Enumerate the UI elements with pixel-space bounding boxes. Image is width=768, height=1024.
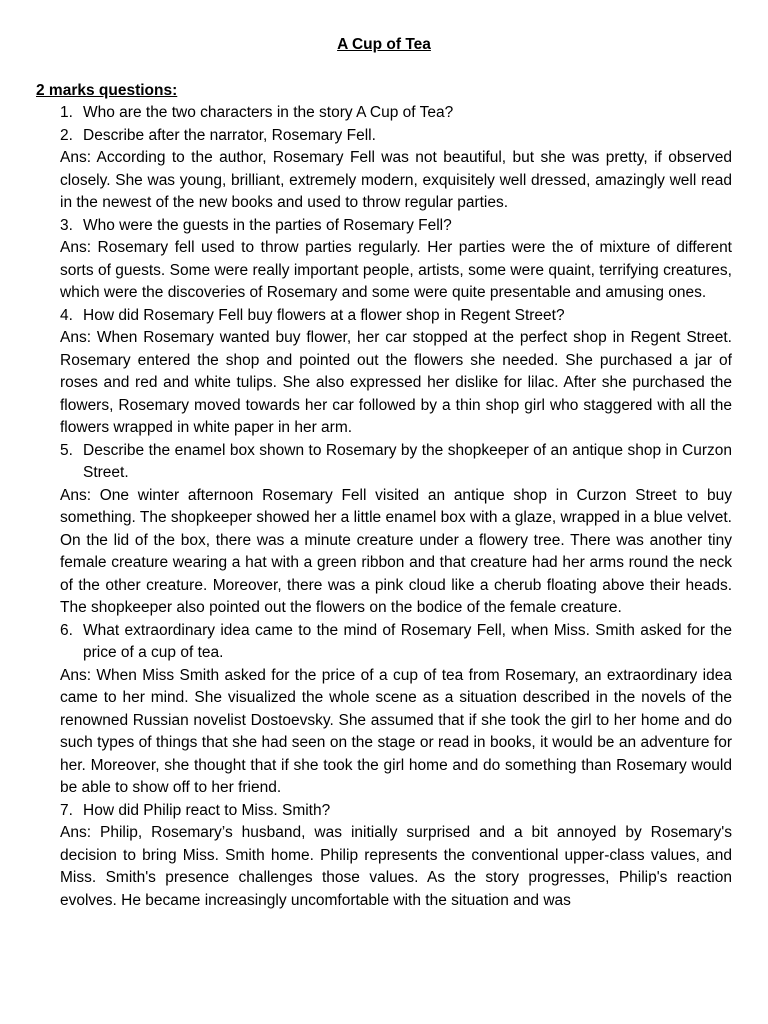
question-text: Describe after the narrator, Rosemary Fell. — [83, 126, 376, 144]
question-number: 7. — [60, 801, 73, 819]
question-number: 6. — [60, 621, 73, 639]
question-number: 2. — [60, 126, 73, 144]
question-text: Describe the enamel box shown to Rosemary by the shopkeeper of an antique shop in Curzon Street. — [83, 441, 732, 481]
question-number: 4. — [60, 306, 73, 324]
question-2 — [60, 125, 732, 148]
question-text: Who were the guests in the parties of Rosemary Fell? — [83, 216, 452, 234]
question-6 — [60, 620, 732, 665]
question-text: How did Philip react to Miss. Smith? — [83, 801, 331, 819]
answer-7: Ans: Philip, Rosemary’s husband, was initially surprised and a bit annoyed by Rosemary's decision to bring Miss. Smith home. Philip represents the conventional upper-class values, and Miss. Smith's presence challenges those values. As the story progresses, Philip's reaction evolves. He became increasingly uncomfortable with the situation and was — [60, 824, 732, 909]
section-heading: 2 marks questions: — [36, 81, 178, 99]
answer-2: Ans: According to the author, Rosemary Fell was not beautiful, but she was pretty, if observed closely. She was young, brilliant, extremely modern, exquisitely well dressed, amazingly well read in the newest of the new books and used to throw regular parties. — [60, 149, 732, 211]
question-number: 1. — [60, 104, 73, 121]
question-text: What extraordinary idea came to the mind of Rosemary Fell, when Miss. Smith asked for the price of a cup of tea. — [83, 621, 732, 661]
question-text: How did Rosemary Fell buy flowers at a flower shop in Regent Street? — [83, 306, 565, 324]
answer-4: Ans: When Rosemary wanted buy flower, her car stopped at the perfect shop in Regent Street. Rosemary entered the shop and pointed out the flowers she needed. She purchased a jar of roses and red and white tulips. She also expressed her dislike for lilac. After she purchased the flowers, Rosemary moved towards her car followed by a thin shop girl who staggered with all the flowers wrapped in white paper in her arm. — [60, 329, 732, 436]
answer-3: Ans: Rosemary fell used to throw parties regularly. Her parties were the of mixture of different sorts of guests. Some were really important people, artists, some were quaint, terrifying creatures, which were the discoveries of Rosemary and some were quite presentable and amusing ones. — [60, 239, 732, 301]
question-1 — [60, 102, 732, 125]
question-4 — [60, 305, 732, 328]
answer-5: Ans: One winter afternoon Rosemary Fell visited an antique shop in Curzon Street to buy something. The shopkeeper showed her a little enamel box with a glaze, wrapped in a blue velvet. On the lid of the box, there was a minute creature under a flowery tree. There was another tiny female creature wearing a hat with a green ribbon and that creature had her arms round the neck of the other creature. Moreover, there was a pink cloud like a cherub floating above their heads. The shopkeeper also pointed out the flowers on the bodice of the female creature. — [60, 486, 732, 616]
question-7 — [60, 800, 732, 823]
question-text: Who are the two characters in the story A Cup of Tea? — [83, 104, 454, 121]
question-5 — [60, 440, 732, 485]
answer-6: Ans: When Miss Smith asked for the price of a cup of tea from Rosemary, an extraordinary idea came to her mind. She visualized the whole scene as a situation described in the novels of the renowned Russian novelist Dostoevsky. She assumed that if she took the girl to her home and do such types of things that she had seen on the stage or read in books, it would be an adventure for her. Moreover, she thought that if she took the girl home and do something than Rosemary would be able to show off to her friend. — [60, 666, 732, 796]
question-number: 3. — [60, 216, 73, 234]
document-title: A Cup of Tea — [337, 36, 431, 53]
question-number: 5. — [60, 441, 73, 459]
question-3 — [60, 215, 732, 238]
